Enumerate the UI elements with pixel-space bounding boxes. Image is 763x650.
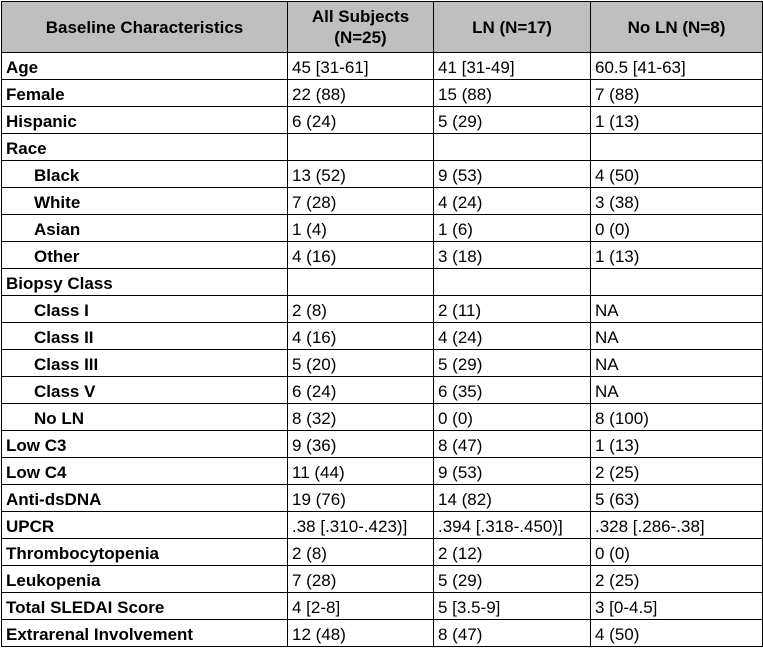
cell-no-ln: 2 (25) [591,566,763,593]
row-label: Class V [2,377,288,404]
table-row [2,188,763,215]
cell-all-subjects: 7 (28) [288,188,434,215]
cell-ln: 41 [31-49] [434,53,591,80]
row-label: No LN [2,404,288,431]
table-row [2,107,763,134]
table-row [2,539,763,566]
header-ln: LN (N=17) [434,2,591,53]
table-row [2,242,763,269]
cell-ln: 14 (82) [434,485,591,512]
cell-all-subjects: 2 (8) [288,539,434,566]
row-label: Other [2,242,288,269]
row-label: Race [2,134,288,161]
cell-no-ln: 5 (63) [591,485,763,512]
cell-all-subjects: 19 (76) [288,485,434,512]
cell-all-subjects: 4 (16) [288,323,434,350]
cell-all-subjects: 13 (52) [288,161,434,188]
cell-no-ln: 8 (100) [591,404,763,431]
row-label: Class III [2,350,288,377]
table-row [2,53,763,80]
row-label: White [2,188,288,215]
cell-no-ln: 1 (13) [591,431,763,458]
cell-no-ln: 3 (38) [591,188,763,215]
baseline-characteristics-table [1,1,763,647]
table-row [2,134,763,161]
table-row [2,485,763,512]
cell-all-subjects: 2 (8) [288,296,434,323]
cell-all-subjects: 5 (20) [288,350,434,377]
header-all-subjects: All Subjects (N=25) [288,2,434,53]
cell-all-subjects: 11 (44) [288,458,434,485]
row-label: Black [2,161,288,188]
row-label: Asian [2,215,288,242]
cell-ln [434,269,591,296]
table-row [2,404,763,431]
table-row [2,620,763,647]
row-label: Low C3 [2,431,288,458]
row-label: UPCR [2,512,288,539]
table-row [2,80,763,107]
table-row [2,512,763,539]
cell-all-subjects [288,134,434,161]
table-row [2,431,763,458]
table-row [2,269,763,296]
header-baseline-characteristics: Baseline Characteristics [2,2,288,53]
cell-all-subjects: .38 [.310-.423)] [288,512,434,539]
cell-all-subjects: 7 (28) [288,566,434,593]
cell-no-ln: 4 (50) [591,161,763,188]
header-row [2,2,763,53]
row-label: Leukopenia [2,566,288,593]
cell-ln: 3 (18) [434,242,591,269]
table-row [2,458,763,485]
cell-all-subjects: 6 (24) [288,377,434,404]
cell-no-ln: 3 [0-4.5] [591,593,763,620]
row-label: Anti-dsDNA [2,485,288,512]
cell-ln: 2 (11) [434,296,591,323]
table-row [2,161,763,188]
cell-ln: 6 (35) [434,377,591,404]
cell-ln: 9 (53) [434,161,591,188]
row-label: Age [2,53,288,80]
cell-ln: 5 [3.5-9] [434,593,591,620]
row-label: Total SLEDAI Score [2,593,288,620]
cell-ln: 8 (47) [434,431,591,458]
cell-all-subjects: 4 [2-8] [288,593,434,620]
cell-ln: 5 (29) [434,566,591,593]
table-row [2,323,763,350]
cell-ln: 1 (6) [434,215,591,242]
table-row [2,215,763,242]
cell-no-ln: 4 (50) [591,620,763,647]
cell-all-subjects: 12 (48) [288,620,434,647]
cell-ln: 2 (12) [434,539,591,566]
table-body [2,53,763,647]
cell-no-ln [591,134,763,161]
cell-all-subjects [288,269,434,296]
cell-no-ln: 2 (25) [591,458,763,485]
cell-all-subjects: 6 (24) [288,107,434,134]
table-row [2,377,763,404]
cell-no-ln [591,269,763,296]
header-no-ln: No LN (N=8) [591,2,763,53]
cell-ln [434,134,591,161]
row-label: Class I [2,296,288,323]
table-header [2,2,763,53]
cell-ln: .394 [.318-.450)] [434,512,591,539]
cell-no-ln: 0 (0) [591,215,763,242]
cell-no-ln: NA [591,296,763,323]
cell-ln: 4 (24) [434,188,591,215]
cell-no-ln: 7 (88) [591,80,763,107]
cell-no-ln: NA [591,323,763,350]
cell-ln: 5 (29) [434,350,591,377]
cell-ln: 9 (53) [434,458,591,485]
cell-no-ln: 0 (0) [591,539,763,566]
table-row [2,296,763,323]
cell-ln: 5 (29) [434,107,591,134]
row-label: Hispanic [2,107,288,134]
cell-no-ln: NA [591,350,763,377]
cell-no-ln: 60.5 [41-63] [591,53,763,80]
row-label: Thrombocytopenia [2,539,288,566]
cell-no-ln: NA [591,377,763,404]
cell-all-subjects: 4 (16) [288,242,434,269]
cell-ln: 15 (88) [434,80,591,107]
cell-all-subjects: 45 [31-61] [288,53,434,80]
table-row [2,593,763,620]
cell-no-ln: 1 (13) [591,242,763,269]
cell-ln: 4 (24) [434,323,591,350]
table-row [2,566,763,593]
row-label: Class II [2,323,288,350]
row-label: Biopsy Class [2,269,288,296]
cell-no-ln: 1 (13) [591,107,763,134]
cell-ln: 8 (47) [434,620,591,647]
row-label: Low C4 [2,458,288,485]
row-label: Female [2,80,288,107]
cell-ln: 0 (0) [434,404,591,431]
row-label: Extrarenal Involvement [2,620,288,647]
cell-no-ln: .328 [.286-.38] [591,512,763,539]
cell-all-subjects: 1 (4) [288,215,434,242]
cell-all-subjects: 22 (88) [288,80,434,107]
cell-all-subjects: 8 (32) [288,404,434,431]
cell-all-subjects: 9 (36) [288,431,434,458]
table-row [2,350,763,377]
